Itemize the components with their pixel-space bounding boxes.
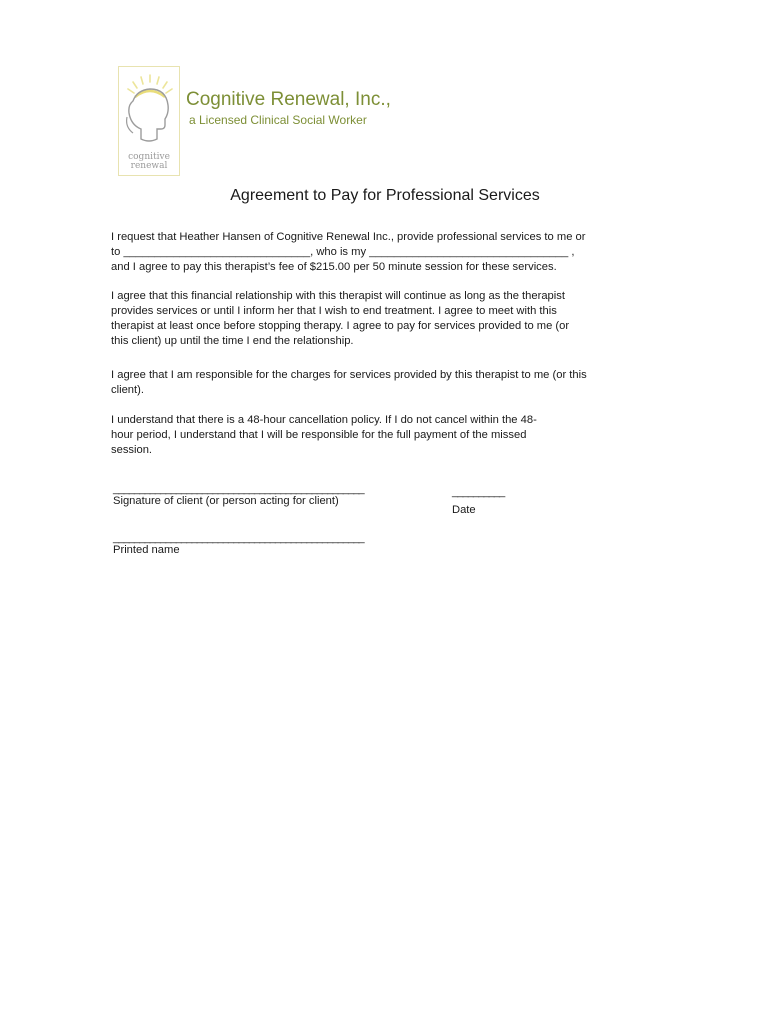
paragraph-line: and I agree to pay this therapist’s fee of $215.00 per 50 minute session for these services. — [111, 261, 557, 273]
paragraph-relationship — [111, 289, 651, 349]
company-logo — [118, 66, 180, 176]
paragraph-line: I understand that there is a 48-hour cancellation policy. If I do not cancel within the 48- — [111, 414, 537, 426]
paragraph-line: I agree that this financial relationship with this therapist will continue as long as the therapist — [111, 290, 565, 302]
printed-name-label: Printed name — [113, 544, 180, 556]
paragraph-line: provides services or until I inform her that I wish to end treatment. I agree to meet with this — [111, 305, 557, 317]
paragraph-line: hour period, I understand that I will be responsible for the full payment of the missed — [111, 429, 527, 441]
paragraph-cancellation — [111, 413, 651, 458]
printed-name-line[interactable]: ________________________________________________ — [113, 532, 364, 544]
date-line[interactable]: __________ — [452, 486, 505, 498]
paragraph-request — [111, 230, 651, 275]
paragraph-responsibility — [111, 368, 651, 398]
company-tagline: a Licensed Clinical Social Worker — [189, 113, 367, 127]
company-name: Cognitive Renewal, Inc., — [186, 89, 391, 110]
paragraph-line: session. — [111, 444, 153, 456]
date-label: Date — [452, 504, 476, 516]
paragraph-line: client). — [111, 384, 144, 396]
paragraph-line: I agree that I am responsible for the charges for services provided by this therapist to me (or this — [111, 369, 587, 381]
paragraph-line: therapist at least once before stopping therapy. I agree to pay for services provided to me (or — [111, 320, 570, 332]
paragraph-line: to ______________________________, who is my ________________________________ , — [111, 246, 575, 258]
paragraph-line: I request that Heather Hansen of Cognitive Renewal Inc., provide professional services to me or — [111, 231, 586, 243]
logo-word-renewal: renewal — [130, 161, 168, 171]
client-signature-line[interactable]: ________________________________________________ — [113, 483, 364, 495]
document-title: Agreement to Pay for Professional Services — [230, 187, 540, 204]
paragraph-line: this client) up until the time I end the relationship. — [111, 335, 354, 347]
logo-word-cognitive: cognitive — [128, 152, 170, 162]
client-signature-label: Signature of client (or person acting for client) — [113, 495, 339, 507]
